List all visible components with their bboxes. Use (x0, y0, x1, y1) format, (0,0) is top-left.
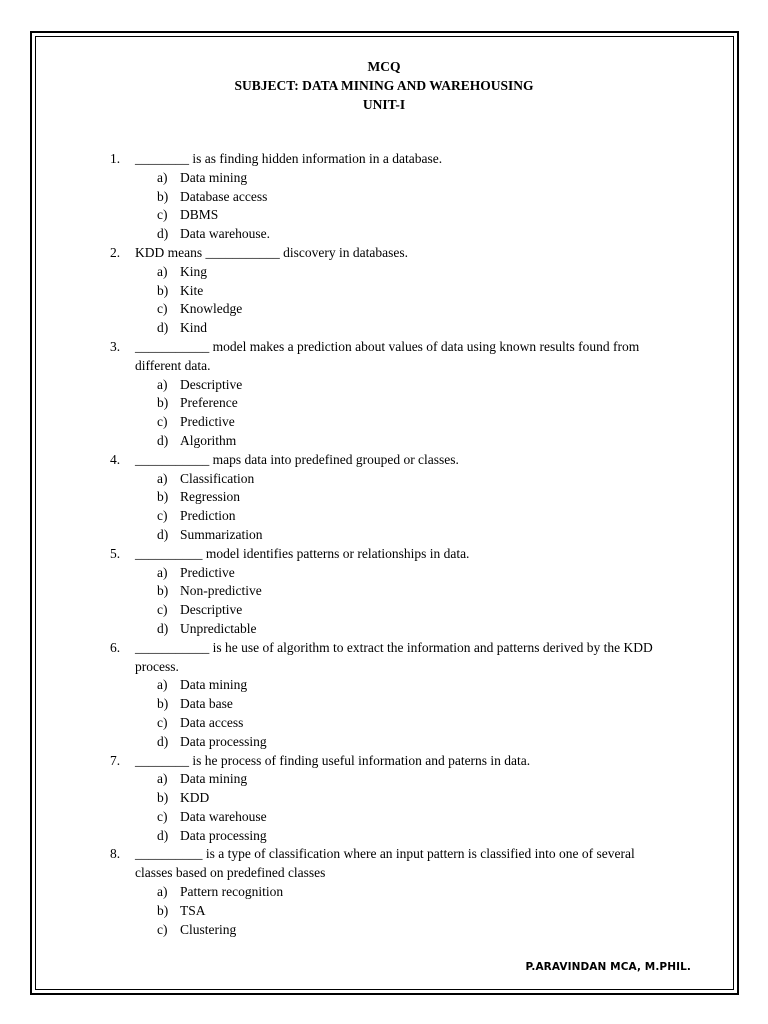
option-item (0, 695, 768, 714)
option-text: Data base (180, 696, 233, 712)
option-letter: b) (157, 395, 169, 411)
option-text: Kind (180, 320, 207, 336)
option-item (0, 432, 768, 451)
option-letter: c) (157, 602, 168, 618)
option-text: Data processing (180, 733, 267, 749)
option-item (0, 921, 768, 940)
document-header (0, 57, 768, 114)
question-row (0, 639, 768, 677)
option-item (0, 676, 768, 695)
option-item (0, 282, 768, 301)
option-letter: a) (157, 884, 168, 900)
question-text: __________ model identifies patterns or relationships in data. (135, 545, 470, 561)
option-text: Descriptive (180, 602, 243, 618)
option-text: Data access (180, 714, 244, 730)
option-letter: a) (157, 376, 168, 392)
question-row (0, 338, 768, 376)
question-text: ___________ model makes a prediction about values of data using known results found from different data. (135, 338, 640, 373)
question-item (0, 244, 768, 338)
option-letter: c) (157, 808, 168, 824)
option-item (0, 789, 768, 808)
option-item (0, 206, 768, 225)
question-number: 7. (110, 752, 121, 768)
option-letter: d) (157, 827, 169, 843)
option-text: King (180, 263, 207, 279)
option-item (0, 902, 768, 921)
option-item (0, 263, 768, 282)
option-letter: a) (157, 771, 168, 787)
option-item (0, 827, 768, 846)
option-item (0, 413, 768, 432)
option-letter: a) (157, 564, 168, 580)
question-text: ___________ is he use of algorithm to extract the information and patterns derived by the KDD process. (135, 639, 653, 674)
option-text: Prediction (180, 508, 236, 524)
option-letter: b) (157, 188, 169, 204)
option-item (0, 169, 768, 188)
option-text: Classification (180, 470, 255, 486)
option-text: DBMS (180, 207, 219, 223)
option-item (0, 225, 768, 244)
option-item (0, 733, 768, 752)
header-unit: UNIT-I (362, 97, 406, 112)
option-item (0, 582, 768, 601)
option-text: Algorithm (180, 432, 237, 448)
option-text: Non-predictive (180, 583, 262, 599)
option-letter: b) (157, 282, 169, 298)
question-item (0, 639, 768, 752)
option-letter: c) (157, 301, 168, 317)
option-text: Data processing (180, 827, 267, 843)
option-letter: b) (157, 696, 169, 712)
option-letter: b) (157, 902, 169, 918)
option-text: Data mining (180, 169, 248, 185)
option-text: Database access (180, 188, 268, 204)
option-item (0, 470, 768, 489)
question-row (0, 150, 768, 169)
option-item (0, 564, 768, 583)
option-item (0, 808, 768, 827)
option-letter: c) (157, 207, 168, 223)
question-text: ________ is he process of finding useful information and paterns in data. (135, 752, 531, 768)
option-text: KDD (180, 790, 210, 806)
question-item (0, 150, 768, 244)
question-row (0, 244, 768, 263)
option-letter: b) (157, 583, 169, 599)
option-item (0, 601, 768, 620)
author-footer: P.ARAVINDAN MCA, M.PHIL. (525, 961, 691, 973)
question-item (0, 451, 768, 545)
option-text: TSA (180, 902, 206, 918)
question-row (0, 752, 768, 771)
option-item (0, 507, 768, 526)
option-letter: b) (157, 489, 169, 505)
question-text: __________ is a type of classification where an input pattern is classified into one of several classes based on predefined classes (135, 846, 635, 881)
option-letter: d) (157, 432, 169, 448)
question-list (0, 150, 768, 939)
question-number: 5. (110, 545, 121, 561)
question-number: 4. (110, 451, 121, 467)
header-subject: SUBJECT: DATA MINING AND WAREHOUSING (234, 78, 534, 93)
option-text: Data mining (180, 677, 248, 693)
option-text: Data mining (180, 771, 248, 787)
option-letter: d) (157, 526, 169, 542)
option-item (0, 394, 768, 413)
option-letter: c) (157, 921, 168, 937)
option-text: Clustering (180, 921, 237, 937)
option-item (0, 488, 768, 507)
option-letter: d) (157, 620, 169, 636)
question-item (0, 338, 768, 451)
question-item (0, 545, 768, 639)
option-letter: c) (157, 714, 168, 730)
option-item (0, 714, 768, 733)
question-row (0, 545, 768, 564)
option-item (0, 376, 768, 395)
option-letter: b) (157, 790, 169, 806)
option-letter: a) (157, 470, 168, 486)
option-text: Data warehouse. (180, 226, 270, 242)
option-text: Regression (180, 489, 240, 505)
question-row (0, 451, 768, 470)
header-mcq: MCQ (367, 59, 401, 74)
option-text: Predictive (180, 564, 235, 580)
option-text: Knowledge (180, 301, 243, 317)
option-letter: a) (157, 677, 168, 693)
question-item (0, 845, 768, 939)
option-text: Summarization (180, 526, 263, 542)
option-letter: d) (157, 226, 169, 242)
option-item (0, 883, 768, 902)
option-text: Descriptive (180, 376, 243, 392)
option-letter: a) (157, 169, 168, 185)
question-number: 8. (110, 846, 121, 862)
question-item (0, 752, 768, 846)
question-text: ___________ maps data into predefined grouped or classes. (135, 451, 459, 467)
option-item (0, 300, 768, 319)
option-item (0, 620, 768, 639)
option-letter: c) (157, 414, 168, 430)
option-text: Predictive (180, 414, 235, 430)
question-text: KDD means ___________ discovery in databases. (135, 244, 408, 260)
question-number: 3. (110, 338, 121, 354)
option-item (0, 770, 768, 789)
option-text: Pattern recognition (180, 884, 284, 900)
option-letter: c) (157, 508, 168, 524)
option-text: Kite (180, 282, 204, 298)
option-letter: d) (157, 733, 169, 749)
question-number: 6. (110, 639, 121, 655)
option-text: Unpredictable (180, 620, 257, 636)
question-number: 2. (110, 244, 121, 260)
question-text: ________ is as finding hidden information in a database. (135, 151, 443, 166)
question-number: 1. (110, 151, 121, 166)
option-letter: a) (157, 263, 168, 279)
question-row (0, 845, 768, 883)
option-text: Data warehouse (180, 808, 267, 824)
option-text: Preference (180, 395, 238, 411)
option-item (0, 319, 768, 338)
option-letter: d) (157, 320, 169, 336)
option-item (0, 526, 768, 545)
option-item (0, 188, 768, 207)
